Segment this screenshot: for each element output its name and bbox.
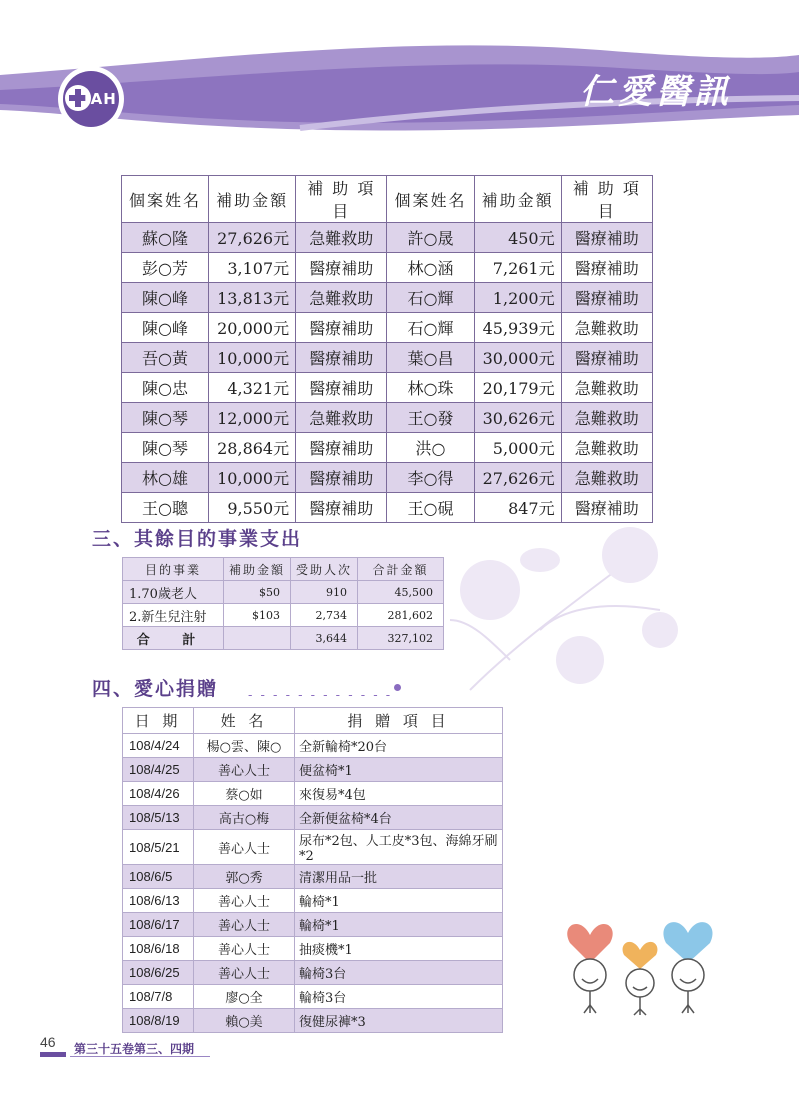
table-row bbox=[123, 985, 503, 1009]
col-header: 捐 贈 項 目 bbox=[295, 708, 503, 734]
total-sum: 327,102 bbox=[358, 627, 444, 650]
table-row bbox=[123, 782, 503, 806]
cell: 清潔用品一批 bbox=[295, 865, 503, 889]
section4-title: 四、愛心捐贈 bbox=[92, 678, 219, 700]
cell: 847元 bbox=[474, 493, 561, 523]
cell: 12,000元 bbox=[209, 403, 296, 433]
table-row bbox=[123, 961, 503, 985]
cell: 輪椅3台 bbox=[295, 985, 503, 1009]
cell: 善心人士 bbox=[194, 830, 295, 865]
cell: 急難救助 bbox=[561, 463, 652, 493]
cell: 30,000元 bbox=[474, 343, 561, 373]
cell: 李○得 bbox=[387, 463, 474, 493]
cell: 20,179元 bbox=[474, 373, 561, 403]
col-header: 補 助 項 目 bbox=[561, 176, 652, 223]
table-row bbox=[122, 313, 653, 343]
cell: 善心人士 bbox=[194, 961, 295, 985]
cell: 醫療補助 bbox=[296, 343, 387, 373]
cell: 陳○峰 bbox=[122, 283, 209, 313]
cell: 陳○峰 bbox=[122, 313, 209, 343]
cell: 108/5/21 bbox=[123, 830, 194, 865]
cell: 楊○雲、陳○ bbox=[194, 734, 295, 758]
cell: 450元 bbox=[474, 223, 561, 253]
cell: 108/4/25 bbox=[123, 758, 194, 782]
cell: 葉○昌 bbox=[387, 343, 474, 373]
cell: 醫療補助 bbox=[296, 253, 387, 283]
issue-label: 第三十五卷第三、四期 bbox=[74, 1042, 195, 1056]
cell: 5,000元 bbox=[474, 433, 561, 463]
cell: 吾○黃 bbox=[122, 343, 209, 373]
magazine-title: 仁愛醫訊 bbox=[580, 72, 732, 112]
cell: 急難救助 bbox=[296, 223, 387, 253]
cell: 尿布*2包、人工皮*3包、海綿牙刷*2 bbox=[295, 830, 503, 865]
cell: 108/6/17 bbox=[123, 913, 194, 937]
table-row bbox=[122, 253, 653, 283]
cell: 洪○ bbox=[387, 433, 474, 463]
cell: 45,939元 bbox=[474, 313, 561, 343]
col-header: 目的事業 bbox=[123, 558, 224, 581]
cell: 20,000元 bbox=[209, 313, 296, 343]
cell: 善心人士 bbox=[194, 913, 295, 937]
cell: 2.新生兒注射 bbox=[123, 604, 224, 627]
col-header: 個案姓名 bbox=[122, 176, 209, 223]
cell: 9,550元 bbox=[209, 493, 296, 523]
table-row bbox=[123, 806, 503, 830]
cell: 蘇○隆 bbox=[122, 223, 209, 253]
cell: 全新便盆椅*4台 bbox=[295, 806, 503, 830]
cell: 3,107元 bbox=[209, 253, 296, 283]
cell: 27,626元 bbox=[209, 223, 296, 253]
cell: $50 bbox=[224, 581, 291, 604]
cell: 7,261元 bbox=[474, 253, 561, 283]
cell: 27,626元 bbox=[474, 463, 561, 493]
cell: 善心人士 bbox=[194, 937, 295, 961]
kids-with-hearts-illustration bbox=[560, 905, 730, 1025]
cell: 陳○忠 bbox=[122, 373, 209, 403]
cell: 王○硯 bbox=[387, 493, 474, 523]
total-label: 合 計 bbox=[123, 627, 224, 650]
cell: 醫療補助 bbox=[561, 343, 652, 373]
cell: 108/8/19 bbox=[123, 1009, 194, 1033]
cell: 4,321元 bbox=[209, 373, 296, 403]
cell: 輪椅*1 bbox=[295, 913, 503, 937]
cell: 石○輝 bbox=[387, 283, 474, 313]
table-row bbox=[122, 373, 653, 403]
cell: 醫療補助 bbox=[561, 223, 652, 253]
cell: 急難救助 bbox=[561, 433, 652, 463]
cell: 輪椅3台 bbox=[295, 961, 503, 985]
cell: $103 bbox=[224, 604, 291, 627]
cell: 復健尿褲*3 bbox=[295, 1009, 503, 1033]
cell: 抽痰機*1 bbox=[295, 937, 503, 961]
dot-bullet bbox=[394, 684, 401, 691]
cell: 陳○琴 bbox=[122, 433, 209, 463]
cell: 108/6/13 bbox=[123, 889, 194, 913]
footer-bar bbox=[40, 1052, 66, 1057]
cell: 醫療補助 bbox=[296, 373, 387, 403]
table-header-row bbox=[123, 558, 444, 581]
table-header-row bbox=[122, 176, 653, 223]
cell: 急難救助 bbox=[561, 403, 652, 433]
cell: 輪椅*1 bbox=[295, 889, 503, 913]
table-row bbox=[123, 937, 503, 961]
page-number: 46 bbox=[40, 1034, 56, 1050]
cell: 便盆椅*1 bbox=[295, 758, 503, 782]
cell: 林○雄 bbox=[122, 463, 209, 493]
table-row bbox=[123, 604, 444, 627]
table-row bbox=[122, 343, 653, 373]
cell: 281,602 bbox=[358, 604, 444, 627]
cell: 許○晟 bbox=[387, 223, 474, 253]
table-header-row bbox=[123, 708, 503, 734]
table-row bbox=[122, 223, 653, 253]
cell: 來復易*4包 bbox=[295, 782, 503, 806]
cell: 醫療補助 bbox=[296, 433, 387, 463]
table-row bbox=[123, 865, 503, 889]
cell: 醫療補助 bbox=[296, 493, 387, 523]
cell: 醫療補助 bbox=[296, 313, 387, 343]
cell: 善心人士 bbox=[194, 889, 295, 913]
table-row bbox=[123, 734, 503, 758]
cell: 郭○秀 bbox=[194, 865, 295, 889]
cell: 108/4/26 bbox=[123, 782, 194, 806]
total-row bbox=[123, 627, 444, 650]
table-row bbox=[123, 758, 503, 782]
dashed-line: - - - - - - - - - - - - bbox=[248, 688, 393, 703]
cell: 急難救助 bbox=[296, 403, 387, 433]
cell: 廖○全 bbox=[194, 985, 295, 1009]
cell: 王○發 bbox=[387, 403, 474, 433]
col-header: 補 助 項 目 bbox=[296, 176, 387, 223]
table-row bbox=[122, 403, 653, 433]
col-header: 姓 名 bbox=[194, 708, 295, 734]
col-header: 合計金額 bbox=[358, 558, 444, 581]
cell: 林○珠 bbox=[387, 373, 474, 403]
col-header: 個案姓名 bbox=[387, 176, 474, 223]
col-header: 補助金額 bbox=[474, 176, 561, 223]
cell: 石○輝 bbox=[387, 313, 474, 343]
floral-decoration bbox=[430, 500, 690, 700]
cell: 彭○芳 bbox=[122, 253, 209, 283]
cell: 10,000元 bbox=[209, 463, 296, 493]
cell: 蔡○如 bbox=[194, 782, 295, 806]
cell: 陳○琴 bbox=[122, 403, 209, 433]
cell: 醫療補助 bbox=[296, 463, 387, 493]
subsidy-table bbox=[121, 175, 653, 523]
table-row bbox=[123, 913, 503, 937]
logo-text: JAH bbox=[84, 90, 117, 108]
other-expenses-table bbox=[122, 557, 444, 650]
cell: 1.70歲老人 bbox=[123, 581, 224, 604]
cell: 全新輪椅*20台 bbox=[295, 734, 503, 758]
cell: 30,626元 bbox=[474, 403, 561, 433]
table-row bbox=[123, 581, 444, 604]
cell: 10,000元 bbox=[209, 343, 296, 373]
cell: 13,813元 bbox=[209, 283, 296, 313]
cell: 108/7/8 bbox=[123, 985, 194, 1009]
cell: 910 bbox=[291, 581, 358, 604]
col-header: 補助金額 bbox=[224, 558, 291, 581]
cell bbox=[224, 627, 291, 650]
cell: 1,200元 bbox=[474, 283, 561, 313]
table-row bbox=[122, 283, 653, 313]
cell: 急難救助 bbox=[561, 313, 652, 343]
cell: 急難救助 bbox=[561, 373, 652, 403]
total-count: 3,644 bbox=[291, 627, 358, 650]
donation-table bbox=[122, 707, 503, 1033]
cell: 108/6/18 bbox=[123, 937, 194, 961]
col-header: 補助金額 bbox=[209, 176, 296, 223]
cell: 45,500 bbox=[358, 581, 444, 604]
col-header: 日 期 bbox=[123, 708, 194, 734]
cell: 善心人士 bbox=[194, 758, 295, 782]
cell: 醫療補助 bbox=[561, 283, 652, 313]
col-header: 受助人次 bbox=[291, 558, 358, 581]
cell: 108/6/5 bbox=[123, 865, 194, 889]
table-row bbox=[123, 830, 503, 865]
cell: 王○聰 bbox=[122, 493, 209, 523]
cell: 2,734 bbox=[291, 604, 358, 627]
cell: 28,864元 bbox=[209, 433, 296, 463]
cell: 108/4/24 bbox=[123, 734, 194, 758]
cell: 賴○美 bbox=[194, 1009, 295, 1033]
cell: 醫療補助 bbox=[561, 253, 652, 283]
cell: 108/5/13 bbox=[123, 806, 194, 830]
table-row bbox=[123, 889, 503, 913]
cell: 108/6/25 bbox=[123, 961, 194, 985]
table-row bbox=[122, 463, 653, 493]
cell: 高古○梅 bbox=[194, 806, 295, 830]
cell: 醫療補助 bbox=[561, 493, 652, 523]
section3-title: 三、其餘目的事業支出 bbox=[92, 528, 303, 550]
table-row bbox=[123, 1009, 503, 1033]
cell: 急難救助 bbox=[296, 283, 387, 313]
table-row bbox=[122, 433, 653, 463]
cell: 林○涵 bbox=[387, 253, 474, 283]
